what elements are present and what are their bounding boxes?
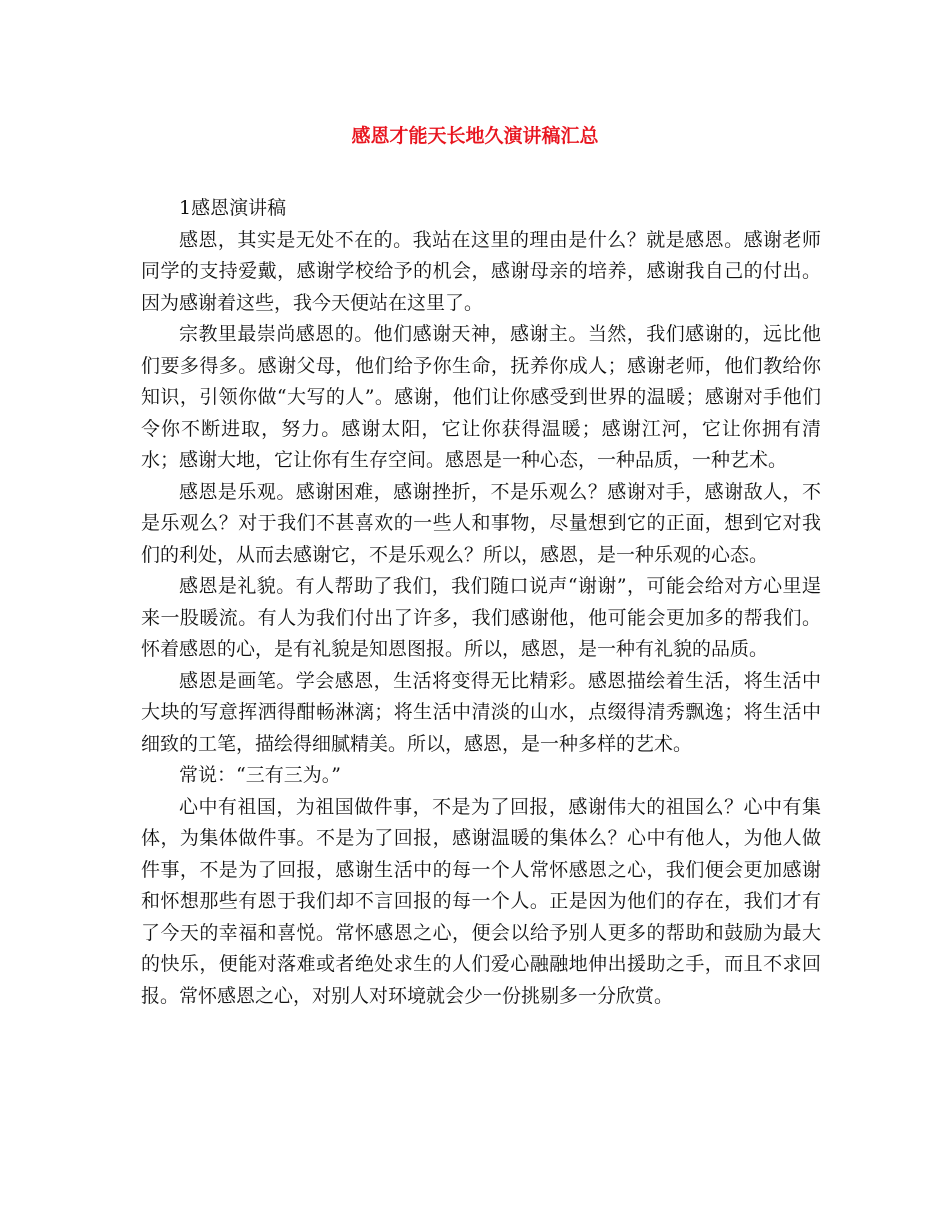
paragraph: 感恩是乐观。感谢困难，感谢挫折，不是乐观么？感谢对手，感谢敌人，不是乐观么？对于我们不甚喜欢的一些人和事物，尽量想到它的正面，想到它对我们的利处，从而去感谢它，不是乐观么？所以，感恩，是一种乐观的心态。 [141,480,821,566]
paragraph: 心中有祖国，为祖国做件事，不是为了回报，感谢伟大的祖国么？心中有集体，为集体做件事。不是为了回报，感谢温暖的集体么？心中有他人，为他人做件事，不是为了回报，感谢生活中的每一个人常怀感恩之心，我们便会更加感谢和怀想那些有恩于我们却不言回报的每一个人。正是因为他们的存在，我们才有了今天的幸福和喜悦。常怀感恩之心，便会以给予别人更多的帮助和鼓励为最大的快乐，便能对落难或者绝处求生的人们爱心融融地伸出援助之手，而且不求回报。常怀感恩之心，对别人对环境就会少一份挑剔多一分欣赏。 [141,795,821,1007]
paragraph: 感恩，其实是无处不在的。我站在这里的理由是什么？就是感恩。感谢老师同学的支持爱戴，感谢学校给予的机会，感谢母亲的培养，感谢我自己的付出。因为感谢着这些，我今天便站在这里了。 [141,228,821,314]
section-heading: 1感恩演讲稿 [179,197,287,219]
paragraph: 常说：“三有三为。” [179,764,341,786]
paragraph: 宗教里最崇尚感恩的。他们感谢天神，感谢主。当然，我们感谢的，远比他们要多得多。感谢父母，他们给予你生命，抚养你成人；感谢老师，他们教给你知识，引领你做“大写的人”。感谢，他们让你感受到世界的温暖；感谢对手他们令你不断进取，努力。感谢太阳，它让你获得温暖；感谢江河，它让你拥有清水；感谢大地，它让你有生存空间。感恩是一种心态，一种品质，一种艺术。 [141,323,821,471]
document-title: 感恩才能天长地久演讲稿汇总 [351,125,599,147]
paragraph: 感恩是画笔。学会感恩，生活将变得无比精彩。感恩描绘着生活，将生活中大块的写意挥洒得酣畅淋漓；将生活中清淡的山水，点缀得清秀飘逸；将生活中细致的工笔，描绘得细腻精美。所以，感恩，是一种多样的艺术。 [141,669,821,755]
paragraph: 感恩是礼貌。有人帮助了我们，我们随口说声“谢谢”，可能会给对方心里逞来一股暖流。有人为我们付出了许多，我们感谢他，他可能会更加多的帮我们。怀着感恩的心，是有礼貌是知恩图报。所以，感恩，是一种有礼貌的品质。 [141,575,821,660]
document-body [141,193,821,1012]
